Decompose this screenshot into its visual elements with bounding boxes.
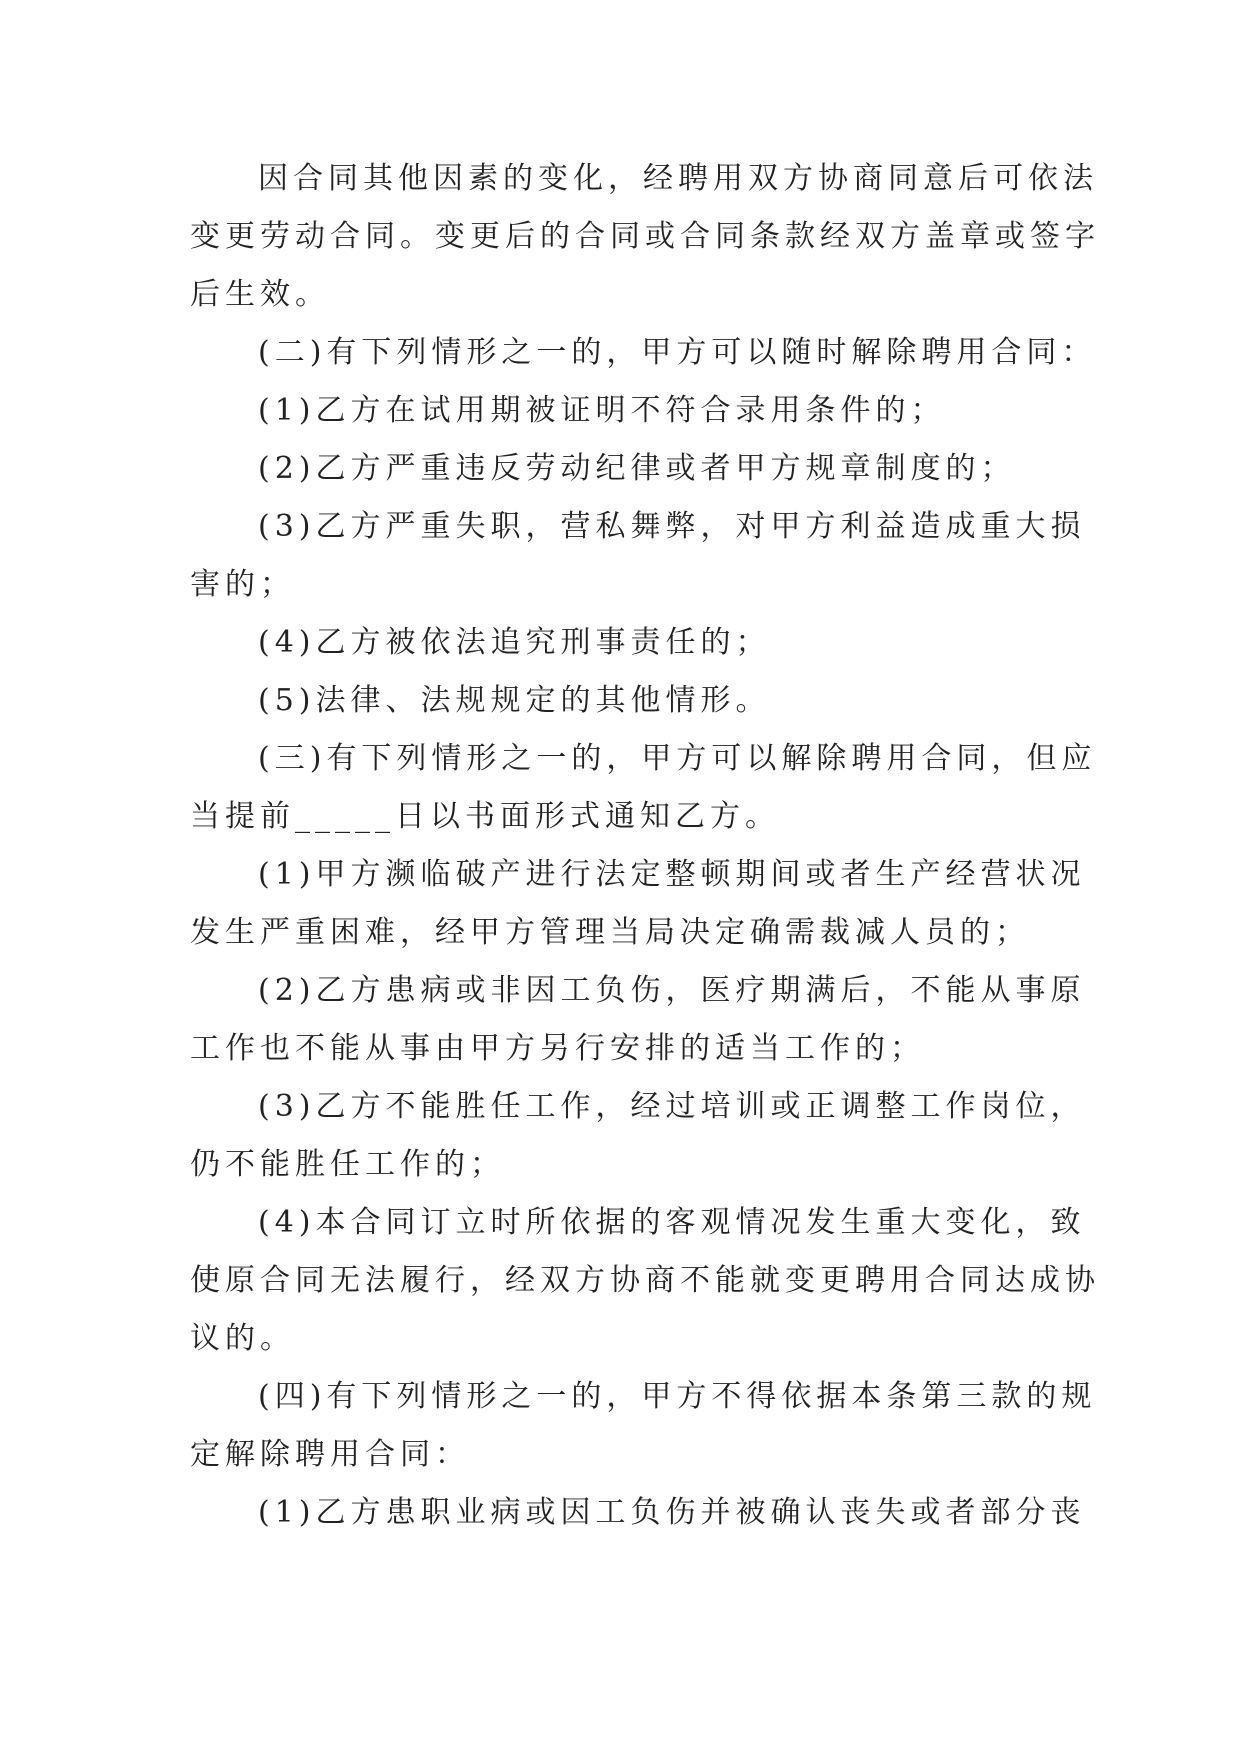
- text-line: 因合同其他因素的变化，经聘用双方协商同意后可依法: [258, 161, 1098, 196]
- text-line: (二)有下列情形之一的，甲方可以随时解除聘用合同：: [258, 335, 1097, 370]
- text-line: (三)有下列情形之一的，甲方可以解除聘用合同，但应: [258, 741, 1097, 776]
- text-line: 工作也不能从事由甲方另行安排的适当工作的；: [190, 1031, 925, 1066]
- text-line: (4)乙方被依法追究刑事责任的；: [258, 625, 771, 660]
- text-line: 议的。: [190, 1321, 295, 1356]
- text-line: (1)乙方患职业病或因工负伤并被确认丧失或者部分丧: [258, 1495, 1086, 1530]
- text-line: 当提前_____日以书面形式通知乙方。: [190, 799, 780, 834]
- text-line: (4)本合同订立时所依据的客观情况发生重大变化，致: [258, 1205, 1086, 1240]
- text-line: (3)乙方不能胜任工作，经过培训或正调整工作岗位，: [258, 1089, 1086, 1124]
- text-line: (2)乙方患病或非因工负伤，医疗期满后，不能从事原: [258, 973, 1086, 1008]
- text-line: 后生效。: [190, 277, 330, 312]
- text-line: (1)甲方濒临破产进行法定整顿期间或者生产经营状况: [258, 857, 1086, 892]
- text-line: 变更劳动合同。变更后的合同或合同条款经双方盖章或签字: [190, 219, 1100, 254]
- text-line: 害的；: [190, 567, 295, 602]
- text-line: 使原合同无法履行，经双方协商不能就变更聘用合同达成协: [190, 1263, 1100, 1298]
- text-line: 仍不能胜任工作的；: [190, 1147, 505, 1182]
- text-line: (1)乙方在试用期被证明不符合录用条件的；: [258, 393, 946, 428]
- text-line: (2)乙方严重违反劳动纪律或者甲方规章制度的；: [258, 451, 1016, 486]
- document-body: [190, 150, 1100, 1542]
- text-line: (四)有下列情形之一的，甲方不得依据本条第三款的规: [258, 1379, 1097, 1414]
- text-line: 发生严重困难，经甲方管理当局决定确需裁减人员的；: [190, 915, 1030, 950]
- text-line: 定解除聘用合同：: [190, 1437, 470, 1472]
- text-line: (3)乙方严重失职，营私舞弊，对甲方利益造成重大损: [258, 509, 1086, 544]
- text-line: (5)法律、法规规定的其他情形。: [258, 683, 771, 718]
